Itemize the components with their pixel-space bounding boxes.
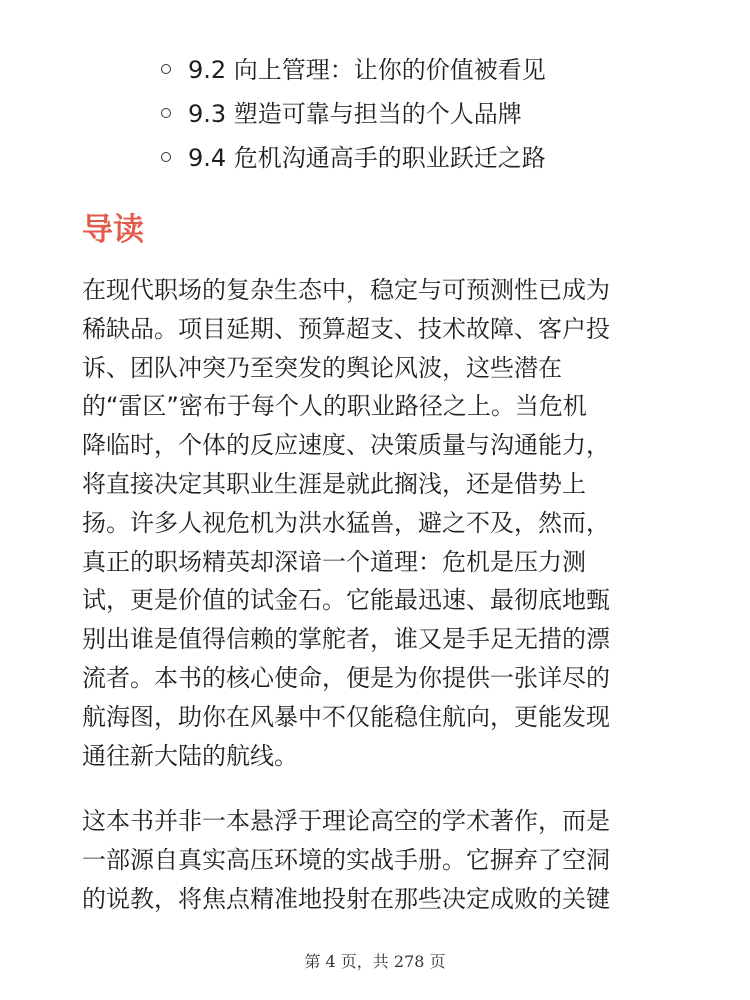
- text-line: 稀缺品。项目延期、预算超支、技术故障、客户投: [82, 314, 610, 343]
- toc-item-label: 9.3 塑造可靠与担当的个人品牌: [188, 100, 522, 128]
- toc-item[interactable]: [0, 92, 750, 136]
- text-line: 降临时，个体的反应速度、决策质量与沟通能力，: [82, 431, 610, 460]
- text-line: 试，更是价值的试金石。它能最迅速、最彻底地甄: [82, 586, 610, 615]
- text-line: 通往新大陆的航线。: [82, 741, 298, 770]
- page-number-footer: 第 4 页，共 278 页: [304, 952, 446, 971]
- text-line: 别出谁是值得信赖的掌舵者，谁又是手足无措的漂: [82, 625, 610, 654]
- text-line: 航海图，助你在风暴中不仅能稳住航向，更能发现: [82, 702, 610, 731]
- circle-bullet-icon: [161, 152, 171, 162]
- text-line: 的说教，将焦点精准地投射在那些决定成败的关键: [82, 884, 610, 913]
- text-line: 一部源自真实高压环境的实战手册。它摒弃了空洞: [82, 845, 610, 874]
- text-line: 这本书并非一本悬浮于理论高空的学术著作，而是: [82, 807, 610, 835]
- text-line: 的“雷区”密布于每个人的职业路径之上。当危机: [82, 392, 587, 421]
- text-line: 在现代职场的复杂生态中，稳定与可预测性已成为: [82, 276, 610, 304]
- text-line: 流者。本书的核心使命，便是为你提供一张详尽的: [82, 663, 610, 692]
- toc-item-label: 9.2 向上管理：让你的价值被看见: [188, 56, 546, 84]
- text-line: 将直接决定其职业生涯是就此搁浅，还是借势上: [82, 469, 586, 498]
- toc-item-label: 9.4 危机沟通高手的职业跃迁之路: [188, 144, 546, 172]
- intro-paragraph-1: [82, 271, 682, 775]
- toc-item[interactable]: [0, 136, 750, 180]
- section-heading: 导读: [82, 212, 144, 248]
- text-line: 诉、团队冲突乃至突发的舆论风波，这些潜在: [82, 353, 562, 382]
- text-line: 真正的职场精英却深谙一个道理：危机是压力测: [82, 547, 586, 576]
- intro-paragraph-2: [82, 802, 682, 918]
- toc-item[interactable]: [0, 48, 750, 92]
- text-line: 扬。许多人视危机为洪水猛兽，避之不及，然而，: [82, 508, 610, 537]
- toc-list: [0, 48, 750, 180]
- circle-bullet-icon: [161, 108, 171, 118]
- circle-bullet-icon: [161, 64, 171, 74]
